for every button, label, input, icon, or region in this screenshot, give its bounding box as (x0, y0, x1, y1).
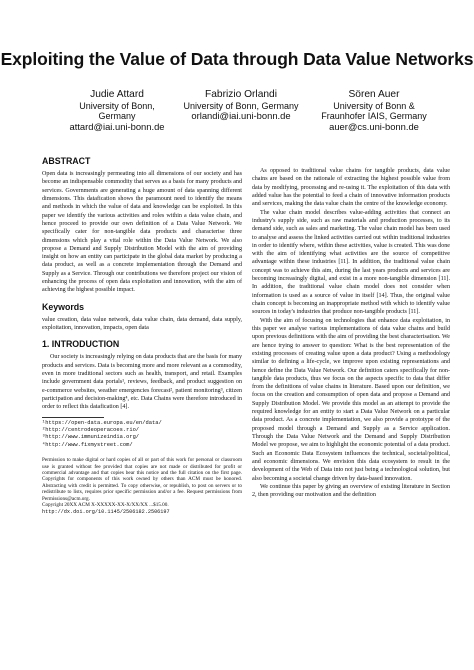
abstract-heading: ABSTRACT (42, 156, 91, 166)
copyright-line: Copyright 20XX ACM X-XXXXX-XX-X/XX/XX ...$15.00. (42, 502, 169, 509)
author-name: Judie Attard (90, 89, 144, 100)
author-name: Sören Auer (348, 89, 400, 100)
keywords-heading: Keywords (42, 301, 85, 312)
footnote-3: ³http://www.immunizeindia.org/ (42, 434, 140, 441)
author-block-orlandi (181, 90, 301, 122)
doi-link[interactable]: http://dx.doi.org/10.1145/2506182.2506197 (42, 508, 170, 515)
author-name: Fabrizio Orlandi (205, 89, 277, 100)
footnote-1: ¹https://open-data.europa.eu/en/data/ (42, 419, 162, 426)
body-paragraph: As opposed to traditional value chains for tangible products, data value chains are based on the rationale of extracting the highest possible value from data by modifying, processing and re-using it. The exploitation of this data with added value has the potential to feed a chain of innovative information products and services, making the data value chain the centre of the knowledge economy. (252, 168, 450, 208)
author-email: orlandi@iai.uni-bonn.de (191, 110, 291, 121)
introduction-heading: 1. INTRODUCTION (42, 339, 120, 350)
footnote-divider (42, 417, 104, 418)
author-email: auer@cs.uni-bonn.de (329, 120, 419, 132)
keywords-text: value creation, data value network, data value chain, data demand, data supply, exploitation, innovation, impacts, open data (42, 316, 242, 331)
body-paragraph: We continue this paper by giving an overview of existing literature in Section 2, then providing our motivation and the definition (252, 483, 450, 499)
body-paragraph: The value chain model describes value-adding activities that connect an industry's supply side, such as raw materials and production processes, to its demand side, such as sales and marketing. The value chain model has been used to analyse and assess the linked activities carried out within traditional industries in order to identify where, within these activities, value is created. This was done with the aim of identifying what activities are the source of competitive advantage within these industries [11]. In addition, the traditional value chain concept was to achieve this aim, during the last years products and services are becoming increasingly digital, and exist in a more non-tangible dimension [11]. In addition, the traditional value chain model does not consider when information is used as a source of value in itself [14]. Thus, the original value chain concept is becoming an inappropriate method with which to identify value sources in today's industries that produce non-tangible products [11]. (252, 209, 450, 316)
author-affiliation: University of Bonn, Germany (183, 100, 299, 111)
permission-notice (42, 457, 242, 515)
introduction-text: Our society is increasingly relying on data products that are the basis for many products and services. Data is becoming more and more relevant as a commodity, even in more traditional sectors such as health, transport, and retail. Examples include government data portals¹, reviews, feedback, and product suggestion on e-commerce websites, weather emergencies forecast², patient monitoring³, citizen participation and decision-making⁴, etc. Data Chains were therefore introduced in order to reflect this datafication [4]. (42, 354, 242, 411)
author-affiliation: University of Bonn & (333, 100, 415, 111)
footnote-2: ²http://centrodeoperacoes.rio/ (42, 426, 140, 433)
right-column (252, 167, 450, 500)
body-paragraph: With the aim of focusing on technologies that enhance data exploitation, in this paper we analyse various implementations of data value chains and build upon previous definitions with the aim of providing the best characterisation. We are hence trying to answer to question: What is the best representation of the existing processes of creating value upon a data product? Using a methodology similar to defining a life-cycle, we improve upon existing representations and hence define the Data Value Network. Our definition caters specifically for non-tangible data products, thus we focus on the aspects specific to data that differ from the definitions of value chains in literature. Based upon our definition, we focus on the creation and consumption of open data and propose a Demand and Supply Distribution Model. We provide this model as an attempt to provide the required knowledge for an entity to start a Data Value Network on a particular data product. As a concrete implementation, we also provide a prototype of the proposed model through a Demand and Supply as a Service application. Through the Data Value Network and the Demand and Supply Distribution Model we propose, we aim to highlight the economic potential of a data product. Such an Economic Data Ecosystem influences the technical, societal/political, and economic dimensions. We envision this data ecosystem to result in the development of the Web of Data into not just being a technological solution, but also becoming a societal change driven by data-based innovation. (252, 317, 450, 482)
author-email: attard@iai.uni-bonn.de (69, 120, 165, 132)
permission-text: Permission to make digital or hard copies of all or part of this work for personal or classroom use is granted without fee provided that copies are not made or distributed for profit or commercial advantage and that copies bear this notice and the full citation on the first page. Copyrights for components of this work owned by others than ACM must be honored. Abstracting with credit is permitted. To copy otherwise, or republish, to post on servers or to redistribute to lists, requires prior specific permission and/or a fee. Request permissions from Permissions@acm.org. (42, 457, 242, 502)
author-affiliation: University of Bonn, Germany (79, 100, 155, 121)
author-affiliation: Fraunhofer IAIS, Germany (321, 111, 427, 121)
footnote-4: ⁴http://www.fixmystreet.com/ (42, 441, 133, 448)
paper-title: Exploiting the Value of Data through Data Value Networks (0, 49, 474, 69)
abstract-text: Open data is increasingly permeating into all dimensions of our society and has become an indispensable commodity that serves as a basis for many products and services. Governments are generating a huge amount of data spanning different dimensions. This datafication shows the paramount need to identify the means and methods in which the value of data and knowledge can be exploited. In this paper we identify the various activities and roles within a data value chain, and hence proceed to provide our own definition of a Data Value Network. We specifically cater for non-tangible data products and characterise three dimensions which play a vital role within the Data Value Network. We also propose a Demand and Supply Distribution Model with the aim of providing insight on how an entity can participate in the global data market by producing a data product, as well as a concrete implementation through the Demand and Supply as a Service. Through our contributions we therefore project our vision of enhancing the process of open data exploitation and innovation, with the aim of achieving the highest possible impact. (42, 171, 242, 294)
author-block-attard (62, 90, 172, 132)
left-column (42, 156, 242, 515)
author-block-auer (318, 90, 430, 132)
